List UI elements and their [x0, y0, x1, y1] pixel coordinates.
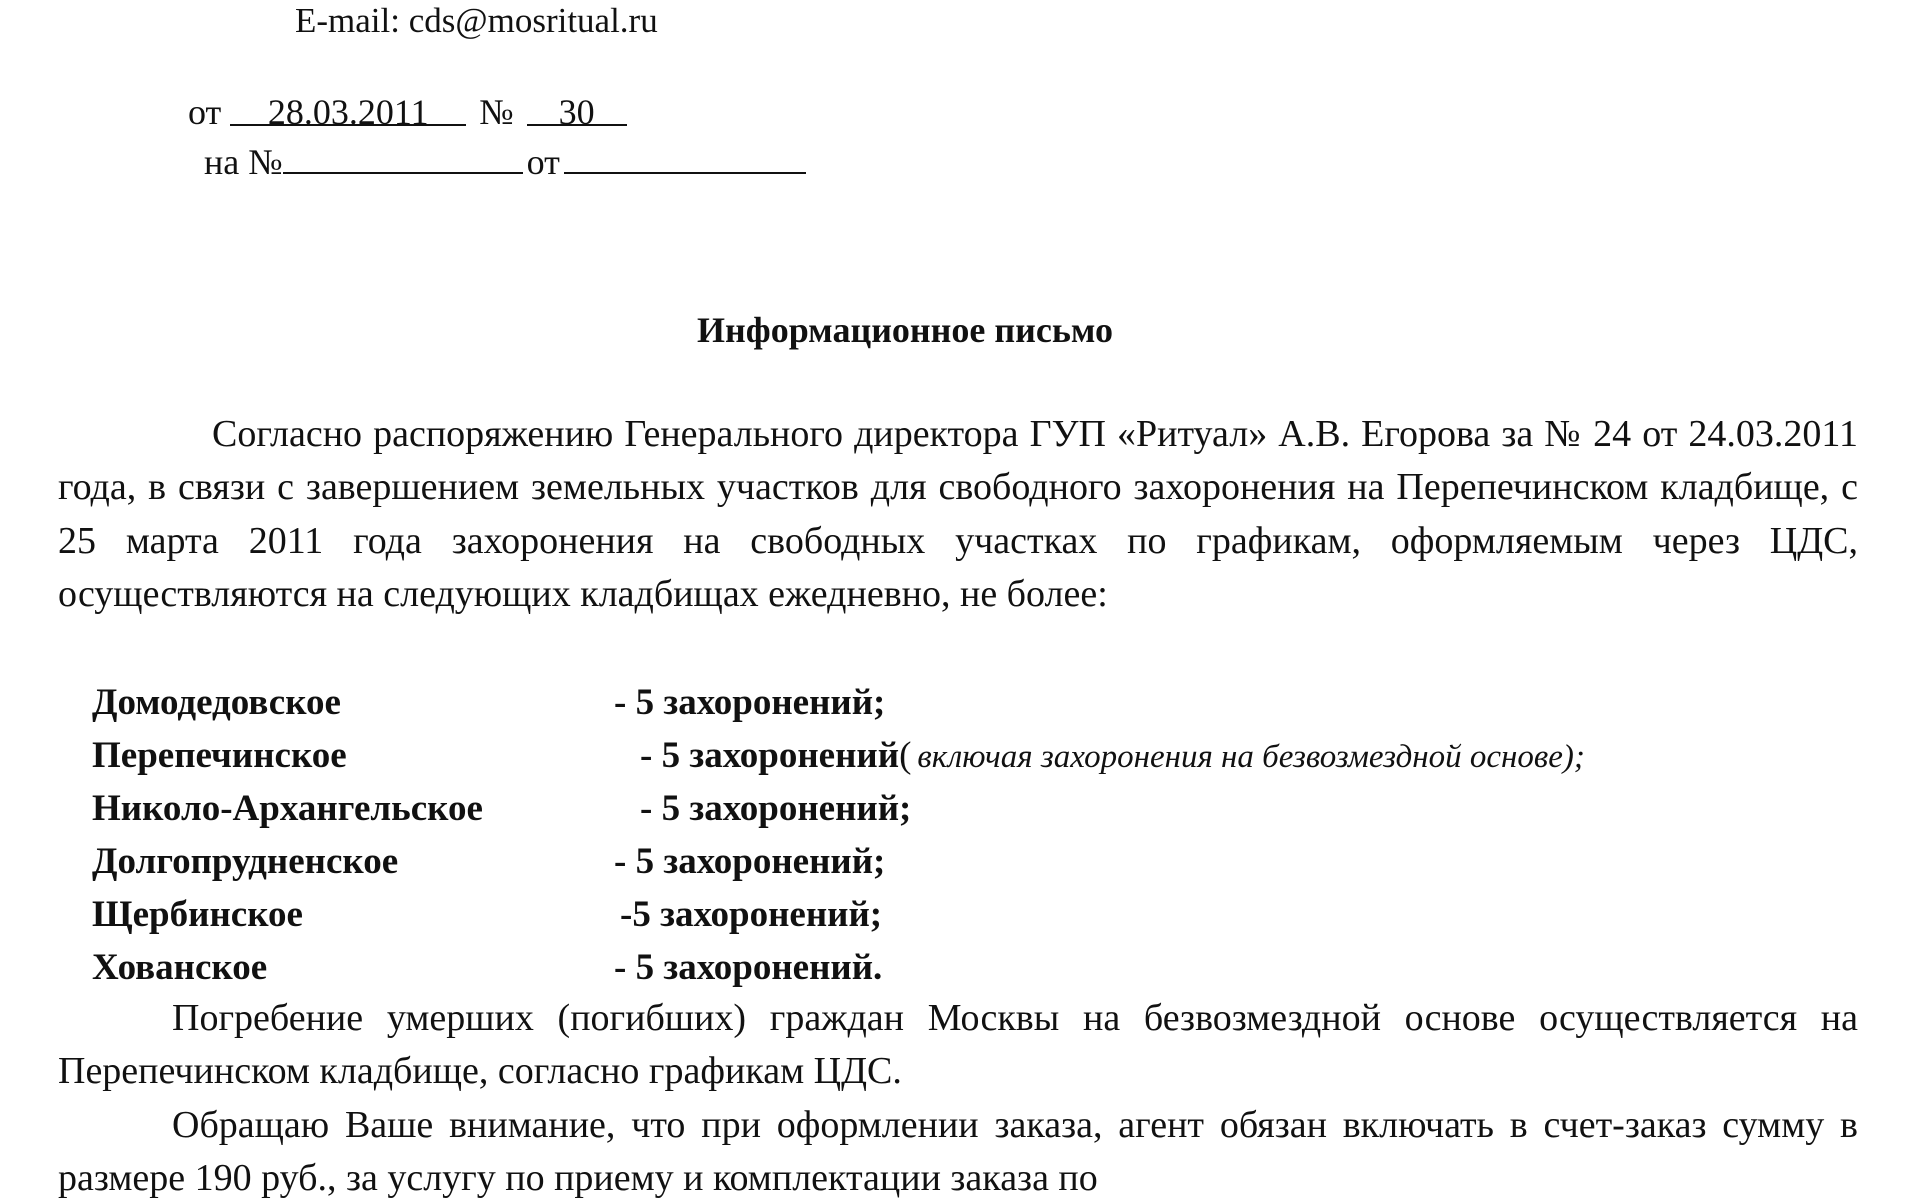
reply-to-blank: [283, 138, 523, 174]
paragraph-2: [58, 992, 1858, 1099]
cemetery-count: - 5 захоронений;: [614, 682, 886, 723]
document-title: Информационное письмо: [697, 310, 1113, 350]
reply-reference-line: [204, 138, 806, 184]
paragraph-1: [58, 408, 1858, 621]
cemetery-name: Хованское: [92, 947, 268, 988]
cemetery-name: Николо-Архангельское: [92, 788, 483, 829]
paragraph-2-text: Погребение умерших (погибших) граждан Москвы на безвозмездной основе осуществляется на Перепечинском кладбище, согласно графикам ЦДС.: [58, 997, 1858, 1093]
cemetery-name: Долгопрудненское: [92, 841, 399, 882]
paragraph-1-text: Согласно распоряжению Генерального директора ГУП «Ритуал» А.В. Егорова за № 24 от 24.03.2011 года, в связи с завершением земельных участков для свободного захоронения на Перепечинском кладбище, с 25 марта 2011 года захоронения на свободных участках по графикам, оформляемым через ЦДС, осуществляются на следующих кладбищах ежедневно, не более:: [58, 413, 1858, 615]
paragraph-3-text: Обращаю Ваше внимание, что при оформлении заказа, агент обязан включать в счет-заказ сумму в размере 190 руб., за услугу по приему и комплектации заказа по: [58, 1104, 1858, 1200]
paragraph-3: [58, 1099, 1858, 1200]
ref-number-label: №: [479, 92, 514, 132]
cemetery-count: - 5 захоронений;: [614, 841, 886, 882]
cemetery-count: - 5 захоронений.: [614, 947, 883, 988]
reply-to-label: на №: [204, 142, 283, 182]
cemetery-name: Домодедовское: [92, 682, 341, 723]
ref-from-label: от: [188, 92, 222, 132]
reference-date-number-line: [188, 90, 627, 134]
ref-date-field: 28.03.2011: [230, 90, 466, 126]
note-open-paren: (: [899, 735, 912, 776]
cemetery-count: -5 захоронений;: [620, 894, 883, 935]
reply-from-blank: [564, 138, 806, 174]
cemetery-note: включая захоронения на безвозмездной основе);: [917, 739, 1585, 775]
header-email: E-mail: cds@mosritual.ru: [295, 1, 658, 40]
reply-from-label: от: [526, 142, 560, 182]
cemetery-count: - 5 захоронений: [640, 735, 900, 776]
cemetery-name: Щербинское: [92, 894, 303, 935]
cemetery-count-with-note: [640, 734, 1585, 779]
ref-number-field: 30: [527, 90, 627, 126]
cemetery-name: Перепечинское: [92, 735, 347, 776]
cemetery-count: - 5 захоронений;: [640, 788, 912, 829]
